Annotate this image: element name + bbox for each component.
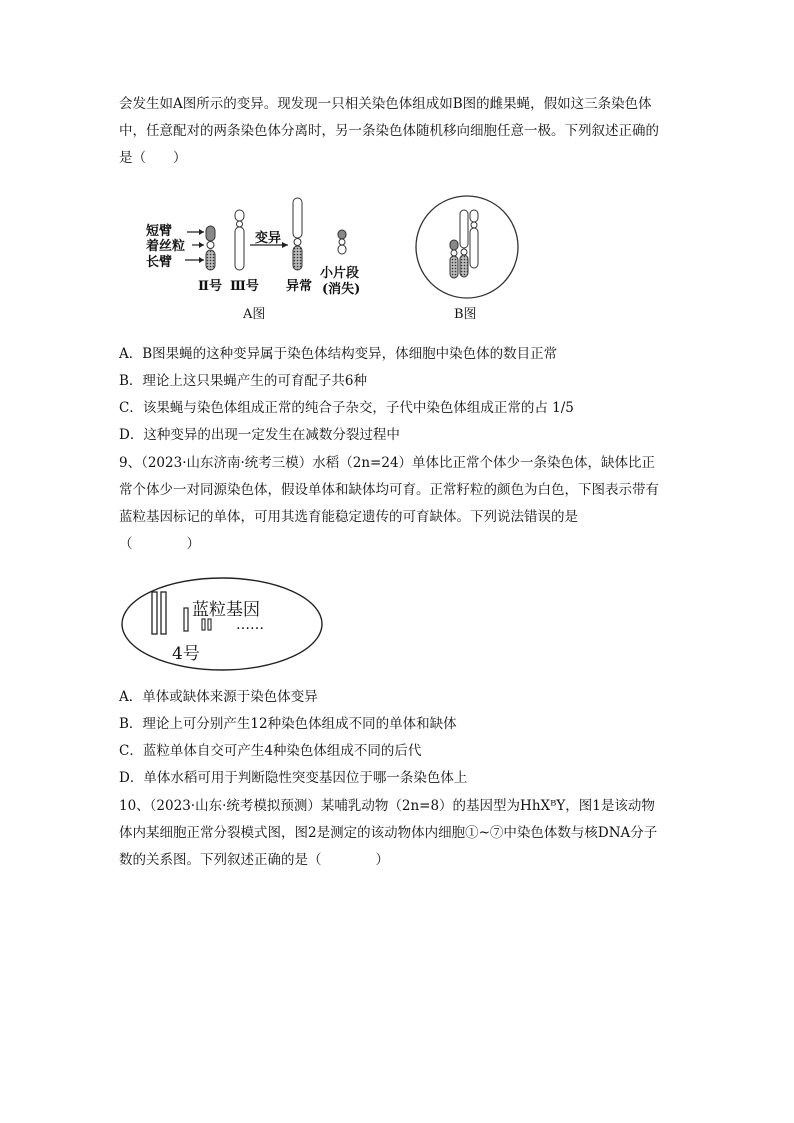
label-chromosome-4: 4号 xyxy=(172,644,200,664)
q10-stem-line-1: 10、（2023·山东·统考模拟预测）某哺乳动物（2n=8）的基因型为HhXᴮY，图1是该动物 xyxy=(119,798,655,814)
label-ellipsis: …… xyxy=(236,617,264,633)
label-chr-ii: Ⅱ号 xyxy=(198,279,222,294)
figure-a-caption: A图 xyxy=(243,307,266,322)
small-fragment xyxy=(338,230,346,254)
q9-option-c: C．蓝粒单体自交可产生4种染色体组成不同的后代 xyxy=(119,743,422,759)
figure-a xyxy=(140,190,380,330)
chromosome-4-left xyxy=(152,592,157,634)
q8-option-d: D．这种变异的出现一定发生在减数分裂过程中 xyxy=(119,427,400,443)
chromosome-ii-in-cell xyxy=(450,240,458,278)
figure-b-drawing xyxy=(412,192,522,302)
rice-monosomic-figure xyxy=(120,575,325,673)
rice-figure-drawing xyxy=(120,575,325,673)
small-chromosome-2 xyxy=(208,619,211,630)
figure-b xyxy=(412,192,522,322)
small-chromosome-1 xyxy=(202,619,205,630)
label-short-arm: 短臂 xyxy=(146,224,173,239)
q10-stem-line-3: 数的关系图。下列叙述正确的是（ ） xyxy=(119,852,389,868)
q8-stem-line-1: 会发生如A图所示的变异。现发现一只相关染色体组成如B图的雌果蝇，假如这三条染色体 xyxy=(119,96,652,112)
q8-stem-line-3: 是（ ） xyxy=(119,150,187,166)
chromosome-iii xyxy=(235,210,244,270)
label-centromere: 着丝粒 xyxy=(146,239,186,254)
figure-b-caption: B图 xyxy=(454,307,477,322)
chromosome-4-right xyxy=(161,592,166,634)
q10-stem-line-2: 体内某细胞正常分裂模式图，图2是测定的该动物体内细胞①~⑦中染色体数与核DNA分子 xyxy=(119,825,658,841)
label-long-arm: 长臂 xyxy=(146,255,173,270)
q9-option-d: D．单体水稻可用于判断隐性突变基因位于哪一条染色体上 xyxy=(119,770,468,786)
chromosome-with-blue-gene xyxy=(184,608,188,631)
label-lost: (消失) xyxy=(322,282,361,297)
chromosome-abnormal xyxy=(293,198,302,270)
chromosome-abnormal-in-cell xyxy=(460,210,468,277)
q9-stem-line-3: 蓝粒基因标记的单体，可用其选育能稳定遗传的可育缺体。下列说法错误的是 xyxy=(119,509,578,525)
q9-stem-line-1: 9、（2023·山东济南·统考三模）水稻（2n=24）单体比正常个体少一条染色体，缺体比正 xyxy=(119,455,656,471)
q9-stem-line-2: 常个体少一对同源染色体，假设单体和缺体均可育。正常籽粒的颜色为白色，下图表示带有 xyxy=(119,482,659,498)
q9-option-a: A．单体或缺体来源于染色体变异 xyxy=(119,689,318,705)
label-blue-grain-gene: 蓝粒基因 xyxy=(192,600,260,620)
label-variation: 变异 xyxy=(255,231,282,246)
q8-stem-line-2: 中，任意配对的两条染色体分离时，另一条染色体随机移向细胞任意一极。下列叙述正确的 xyxy=(119,123,659,139)
label-chr-iii: Ⅲ号 xyxy=(230,279,259,294)
q8-option-b: B．理论上这只果蝇产生的可育配子共6种 xyxy=(119,373,368,389)
q8-option-c: C．该果蝇与染色体组成正常的纯合子杂交，子代中染色体组成正常的占 1/5 xyxy=(119,400,574,416)
q9-stem-line-4: （ ） xyxy=(119,536,200,552)
label-abnormal: 异常 xyxy=(286,279,313,294)
chromosome-iii-in-cell xyxy=(470,210,478,268)
q8-option-a: A．B图果蝇的这种变异属于染色体结构变异，体细胞中染色体的数目正常 xyxy=(119,346,558,362)
label-small-fragment: 小片段 xyxy=(320,266,360,281)
chromosome-ii xyxy=(206,226,215,270)
q9-option-b: B．理论上可分别产生12种染色体组成不同的单体和缺体 xyxy=(119,716,457,732)
